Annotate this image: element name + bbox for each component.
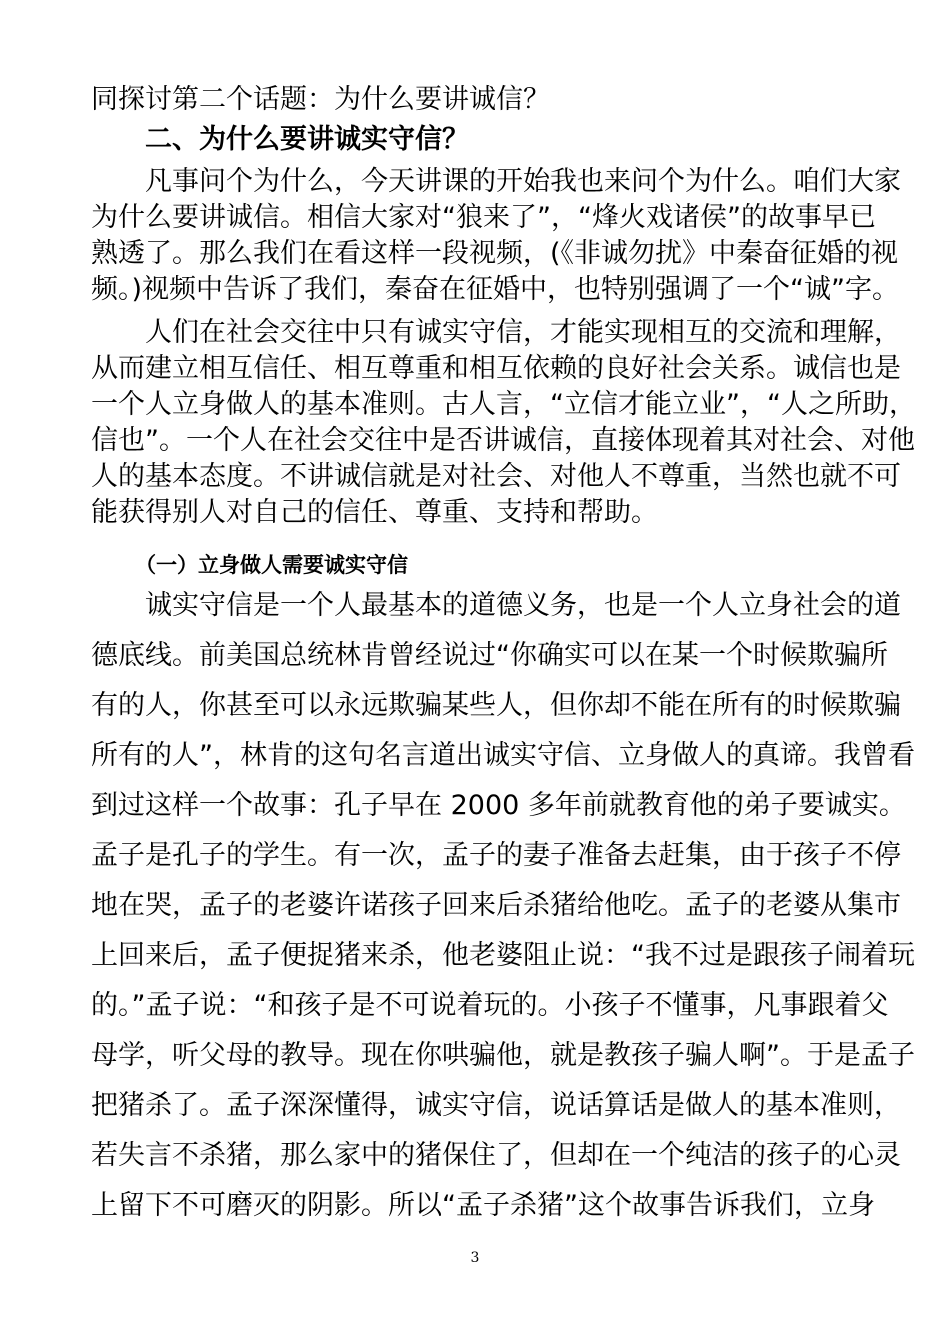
section-heading [91,122,861,158]
text-line: 人们在社会交往中只有诚实守信，才能实现相互的交流和理解， [145,317,901,348]
text-line: 频。)视频中告诉了我们，秦奋在征婚中，也特别强调了一个“诚”字。 [91,274,900,305]
text-line: 地在哭，孟子的老婆许诺孩子回来后杀猪给他吃。孟子的老婆从集市 [91,890,901,921]
text-line: 信也”。一个人在社会交往中是否讲诚信，直接体现着其对社会、对他 [91,425,915,456]
text-line: 到过这样一个故事：孔子早在 2000 多年前就教育他的弟子要诚实。 [91,790,906,821]
text-line: 同探讨第二个话题：为什么要讲诚信？ [91,84,550,115]
paragraph-mencius [91,588,915,1238]
text-line: 诚实守信是一个人最基本的道德义务，也是一个人立身社会的道 [145,590,901,621]
text-line: 德底线。前美国总统林肯曾经说过“你确实可以在某一个时候欺骗所 [91,640,888,671]
text-line: 凡事问个为什么，今天讲课的开始我也来问个为什么。咱们大家 [145,166,901,197]
text-line: 若失言不杀猪，那么家中的猪保住了，但却在一个纯洁的孩子的心灵 [91,1140,901,1171]
text-line: 的。”孟子说：“和孩子是不可说着玩的。小孩子不懂事，凡事跟着父 [91,990,889,1021]
text-line: 能获得别人对自己的信任、尊重、支持和帮助。 [91,497,658,528]
text-line: 熟透了。那么我们在看这样一段视频，(《非诚勿扰》中秦奋征婚的视 [91,238,899,269]
paragraph-social [91,315,916,531]
text-line: 上回来后，孟子便捉猪来杀，他老婆阻止说：“我不过是跟孩子闹着玩 [91,940,915,971]
text-line: 所有的人”，林肯的这句名言道出诚实守信、立身做人的真谛。我曾看 [91,740,915,771]
text-line: 上留下不可磨灭的阴影。所以“孟子杀猪”这个故事告诉我们，立身 [91,1190,875,1221]
text-line: 人的基本态度。不讲诚信就是对社会、对他人不尊重，当然也就不可 [91,461,901,492]
section-heading-text: 二、为什么要讲诚实守信？ [145,124,469,155]
text-line: 母学，听父母的教导。现在你哄骗他，就是教孩子骗人啊”。于是孟子 [91,1040,915,1071]
text-line: 为什么要讲诚信。相信大家对“狼来了”，“烽火戏诸侯”的故事早已 [91,202,876,233]
text-line: 把猪杀了。孟子深深懂得，诚实守信，说话算话是做人的基本准则， [91,1090,901,1121]
paragraph-why [91,164,901,308]
text-line: 从而建立相互信任、相互尊重和相互依赖的良好社会关系。诚信也是 [91,353,901,384]
subsection-heading-text: （一）立身做人需要诚实守信 [135,553,408,577]
text-line: 一个人立身做人的基本准则。古人言，“立信才能立业”，“人之所助， [91,389,916,420]
paragraph-intro [91,82,861,118]
page-number: 3 [470,1250,480,1266]
subsection-heading [91,547,861,583]
text-line: 有的人，你甚至可以永远欺骗某些人，但你却不能在所有的时候欺骗 [91,690,901,721]
text-line: 孟子是孔子的学生。有一次，孟子的妻子准备去赶集，由于孩子不停 [91,840,901,871]
